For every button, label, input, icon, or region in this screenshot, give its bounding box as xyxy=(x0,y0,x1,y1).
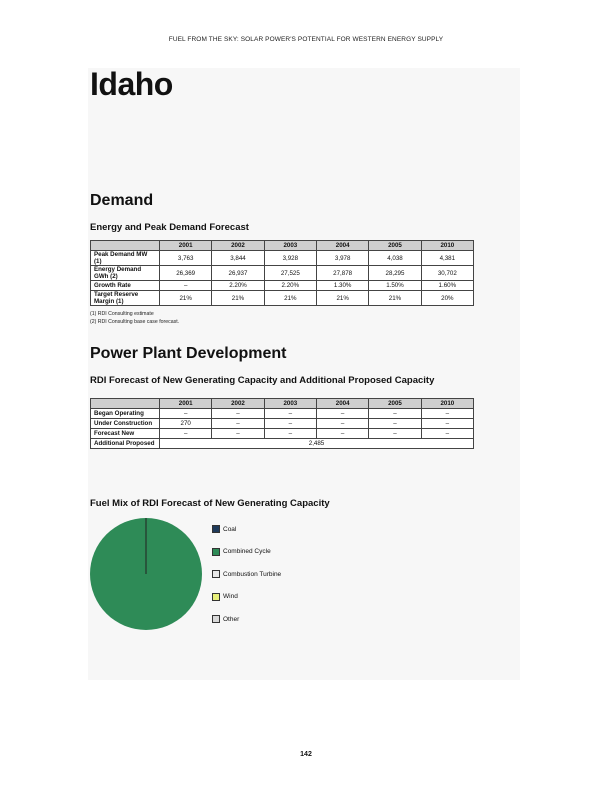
plants-cell: – xyxy=(316,409,368,419)
demand-subheading: Energy and Peak Demand Forecast xyxy=(90,222,249,233)
demand-row xyxy=(91,266,474,281)
plants-cell: – xyxy=(369,429,421,439)
page-number: 142 xyxy=(300,751,312,758)
demand-col-header: 2001 xyxy=(160,241,212,251)
demand-col-header: 2004 xyxy=(316,241,368,251)
demand-cell: 21% xyxy=(369,291,421,306)
plants-subheading: RDI Forecast of New Generating Capacity and Additional Proposed Capacity xyxy=(90,375,435,386)
page-title: Idaho xyxy=(90,66,173,102)
demand-cell: 3,763 xyxy=(160,251,212,266)
demand-cell: 4,038 xyxy=(369,251,421,266)
legend-label: Wind xyxy=(223,593,238,600)
note-2: (2) RDI Consulting base case forecast. xyxy=(90,319,180,325)
demand-col-header: 2003 xyxy=(264,241,316,251)
plants-col-header: 2001 xyxy=(160,399,212,409)
plants-cell: – xyxy=(160,409,212,419)
legend-swatch xyxy=(212,525,220,533)
demand-notes xyxy=(90,310,179,326)
demand-cell: 1.60% xyxy=(421,281,473,291)
demand-corner-header xyxy=(91,241,160,251)
demand-col-header: 2010 xyxy=(421,241,473,251)
legend-label: Coal xyxy=(223,525,237,533)
plants-cell: – xyxy=(369,419,421,429)
plants-cell: – xyxy=(421,429,473,439)
demand-row-label: Peak Demand MW (1) xyxy=(91,251,160,266)
demand-cell: 21% xyxy=(264,291,316,306)
legend-item xyxy=(212,569,281,579)
fuel-mix-pie-chart xyxy=(88,516,218,634)
plants-row-label: Additional Proposed xyxy=(91,439,160,449)
plants-row xyxy=(91,409,474,419)
demand-cell: 3,978 xyxy=(316,251,368,266)
demand-cell: 27,525 xyxy=(264,266,316,281)
demand-col-header: 2005 xyxy=(369,241,421,251)
legend-label: Other xyxy=(223,615,240,623)
plants-cell: – xyxy=(264,429,316,439)
demand-cell: 2.20% xyxy=(264,281,316,291)
legend-item xyxy=(212,592,238,602)
plants-col-header: 2010 xyxy=(421,399,473,409)
plants-cell: – xyxy=(316,429,368,439)
plants-cell: – xyxy=(212,429,264,439)
plants-cell: – xyxy=(212,419,264,429)
plants-row-label: Began Operating xyxy=(91,409,160,419)
demand-row xyxy=(91,251,474,266)
demand-heading: Demand xyxy=(90,192,154,209)
demand-cell: 3,844 xyxy=(212,251,264,266)
plants-cell: – xyxy=(212,409,264,419)
demand-cell: 1.30% xyxy=(316,281,368,291)
demand-row xyxy=(91,291,474,306)
legend-label: Combustion Turbine xyxy=(223,570,282,578)
note-1: (1) RDI Consulting estimate xyxy=(90,311,154,317)
demand-cell: 3,928 xyxy=(264,251,316,266)
plants-row-label: Forecast New xyxy=(91,429,160,439)
plants-cell: – xyxy=(316,419,368,429)
demand-cell: 4,381 xyxy=(421,251,473,266)
demand-col-header: 2002 xyxy=(212,241,264,251)
legend-label: Combined Cycle xyxy=(223,548,271,555)
demand-table xyxy=(90,240,474,306)
demand-cell: 21% xyxy=(316,291,368,306)
plants-corner-header xyxy=(91,399,160,409)
plants-cell: – xyxy=(264,409,316,419)
additional-proposed-value: 2,485 xyxy=(160,439,474,449)
demand-cell: – xyxy=(160,281,212,291)
demand-cell: 1.50% xyxy=(369,281,421,291)
legend-item xyxy=(212,547,271,557)
demand-cell: 30,702 xyxy=(421,266,473,281)
demand-cell: 2.20% xyxy=(212,281,264,291)
plants-row xyxy=(91,419,474,429)
plants-col-header: 2003 xyxy=(264,399,316,409)
plants-heading: Power Plant Development xyxy=(90,345,287,362)
plants-row xyxy=(91,429,474,439)
legend-swatch xyxy=(212,615,220,623)
demand-cell: 20% xyxy=(421,291,473,306)
demand-row-label: Target Reserve Margin (1) xyxy=(91,291,160,306)
plants-col-header: 2005 xyxy=(369,399,421,409)
demand-row-label: Growth Rate xyxy=(91,281,160,291)
demand-cell: 21% xyxy=(212,291,264,306)
legend-swatch xyxy=(212,548,220,556)
plants-row-label: Under Construction xyxy=(91,419,160,429)
demand-cell: 21% xyxy=(160,291,212,306)
demand-cell: 28,295 xyxy=(369,266,421,281)
legend-swatch xyxy=(212,570,220,578)
demand-row xyxy=(91,281,474,291)
plants-col-header: 2004 xyxy=(316,399,368,409)
plants-cell: – xyxy=(421,409,473,419)
demand-cell: 27,878 xyxy=(316,266,368,281)
plants-cell: – xyxy=(369,409,421,419)
plants-cell: 270 xyxy=(160,419,212,429)
legend-item xyxy=(212,614,239,624)
plants-col-header: 2002 xyxy=(212,399,264,409)
plants-table xyxy=(90,398,474,449)
demand-cell: 26,369 xyxy=(160,266,212,281)
legend-item xyxy=(212,524,236,534)
plants-cell: – xyxy=(160,429,212,439)
fuel-mix-heading: Fuel Mix of RDI Forecast of New Generating Capacity xyxy=(90,498,330,509)
legend-swatch xyxy=(212,593,220,601)
demand-row-label: Energy Demand GWh (2) xyxy=(91,266,160,281)
demand-cell: 26,937 xyxy=(212,266,264,281)
plants-cell: – xyxy=(264,419,316,429)
running-head: FUEL FROM THE SKY: SOLAR POWER'S POTENTIAL FOR WESTERN ENERGY SUPPLY xyxy=(168,36,444,43)
plants-cell: – xyxy=(421,419,473,429)
plants-row-additional xyxy=(91,439,474,449)
